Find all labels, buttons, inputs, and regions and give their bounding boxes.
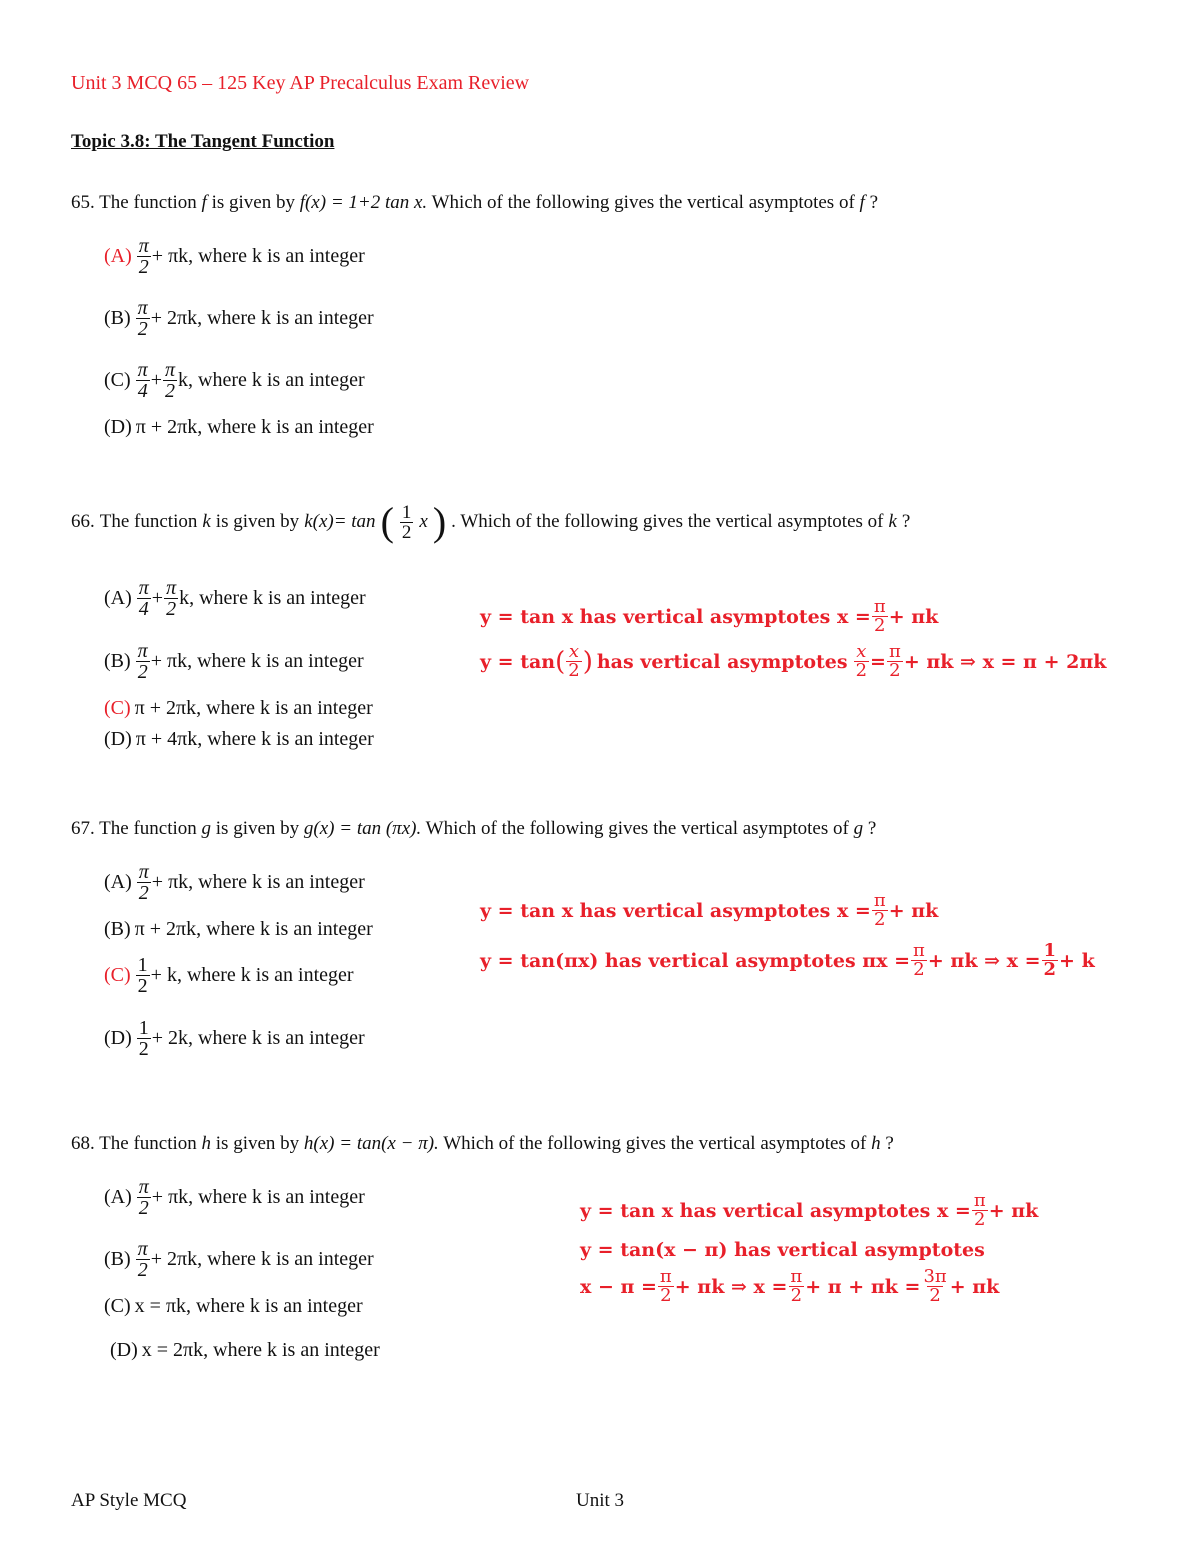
option-label: (B) (104, 918, 131, 940)
option-68b[interactable] (104, 1239, 374, 1280)
option-66a[interactable] (104, 578, 366, 619)
work-68-line3: x − π = $\frac{\pi}{2}$ + πk ⇒ x = $\frac{\pi}{2}$ + π + πk = $\frac{3\pi}{2}$ + πk (580, 1266, 1000, 1306)
function-name: h (871, 1133, 881, 1154)
prompt-end: Which of the following gives the vertical asymptotes of (431, 192, 855, 213)
option-65c[interactable] (104, 360, 365, 401)
function-name: f (201, 192, 207, 213)
function-name: g (201, 818, 212, 839)
fraction: $\frac{x}{2}$ (855, 641, 868, 681)
fraction: $\frac{\pi}{2}$ (137, 640, 148, 683)
page-header: Unit 3 MCQ 65 – 125 Key AP Precalculus Exam Review (71, 72, 530, 94)
prompt-tail: ? (869, 192, 878, 213)
prompt-mid: is given by (211, 192, 295, 213)
topic-title: Topic 3.8: The Tangent Function (71, 131, 335, 152)
prompt-mid: is given by (215, 818, 300, 839)
option-label: (B) (104, 307, 131, 329)
function-name: k (888, 511, 897, 532)
option-text: π + 2πk, where k is an integer (134, 697, 373, 719)
prompt-mid: is given by (215, 1133, 300, 1154)
option-66d[interactable] (104, 728, 374, 751)
option-label: (D) (104, 728, 132, 750)
prompt-tail: ? (885, 1133, 894, 1154)
fraction: $\frac{1}{2}$ (401, 501, 412, 543)
option-text: π + 2πk, where k is an integer (135, 416, 374, 438)
option-label: (C) (104, 697, 131, 719)
prompt-start: The function (99, 818, 197, 839)
fraction: $\frac{\pi}{2}$ (164, 359, 176, 402)
formula: h(x) = tan(x − π). (303, 1133, 439, 1154)
work-66-line2: y = tan ( $\frac{x}{2}$ ) has vertical asymptotes $\frac{x}{2}$ = $\frac{\pi}{2}$ + πk ⇒ x = π + 2πk (480, 641, 1107, 681)
prompt-end: Which of the following gives the vertical asymptotes of (425, 818, 849, 839)
plus-sign: + (150, 369, 162, 391)
fraction: $\frac{\pi}{2}$ (888, 641, 901, 681)
function-name: k (202, 511, 211, 532)
option-65d[interactable] (104, 416, 374, 439)
plus-sign: + (151, 587, 164, 609)
prompt-mid: is given by (215, 511, 300, 532)
option-66c[interactable] (104, 697, 373, 720)
fraction: $\frac{\pi}{2}$ (137, 1238, 148, 1281)
option-66b[interactable] (104, 641, 364, 682)
option-text: + 2k, where k is an integer (151, 1027, 365, 1049)
work-68-line1: y = tan x has vertical asymptotes x = $\frac{\pi}{2}$ + πk (580, 1190, 1039, 1230)
fraction: $\frac{\pi}{2}$ (873, 596, 886, 636)
option-text: x = πk, where k is an integer (134, 1295, 363, 1317)
option-65b[interactable] (104, 298, 374, 339)
question-number: 68. (71, 1133, 95, 1154)
fraction: $\frac{\pi}{2}$ (790, 1266, 803, 1306)
option-label: (D) (110, 1339, 138, 1361)
prompt-start: The function (99, 511, 198, 532)
option-label: (A) (104, 587, 132, 609)
formula: f(x) = 1+2 tan x. (299, 192, 428, 213)
option-text: + πk, where k is an integer (150, 650, 364, 672)
option-label: (A) (104, 871, 132, 893)
option-text: + k, where k is an integer (150, 964, 354, 986)
fraction: $\frac{\pi}{2}$ (659, 1266, 672, 1306)
option-text: π + 4πk, where k is an integer (135, 728, 374, 750)
option-67a[interactable] (104, 862, 365, 903)
question-number: 66. (71, 511, 95, 532)
option-text: + πk, where k is an integer (151, 245, 365, 267)
prompt-start: The function (99, 192, 197, 213)
option-67d[interactable] (104, 1018, 365, 1059)
fraction: $\frac{\pi}{4}$ (137, 359, 148, 402)
work-67-line2: y = tan(πx) has vertical asymptotes πx = $\frac{\pi}{2}$ + πk ⇒ x = $\frac{1}{2}$ + k (480, 940, 1095, 980)
prompt-tail: ? (867, 818, 877, 839)
option-text: x = 2πk, where k is an integer (141, 1339, 380, 1361)
fraction: $\frac{1}{2}$ (138, 1017, 149, 1060)
fraction: $\frac{\pi}{2}$ (913, 940, 925, 980)
prompt-end: Which of the following gives the vertical asymptotes of (443, 1133, 867, 1154)
option-text: + πk, where k is an integer (151, 871, 365, 893)
work-68-line2: y = tan(x − π) has vertical asymptotes (580, 1239, 985, 1261)
question-66-prompt: 66. The function k is given by k(x)= tan ( $\frac{1}{2}$ x ) . Which of the following gives the vertical asymptotes of k ? (71, 499, 911, 544)
function-name: h (201, 1133, 212, 1154)
option-text: π + 2πk, where k is an integer (134, 918, 373, 940)
fraction: $\frac{\pi}{4}$ (138, 577, 149, 620)
fraction: $\frac{\pi}{2}$ (973, 1190, 986, 1230)
work-67-line1: y = tan x has vertical asymptotes x = $\frac{\pi}{2}$ + πk (480, 890, 939, 930)
option-label: (A) (104, 245, 132, 267)
footer-center: Unit 3 (576, 1490, 625, 1511)
option-68a[interactable] (104, 1177, 365, 1218)
fraction: $\frac{3\pi}{2}$ (923, 1266, 947, 1306)
option-text: + 2πk, where k is an integer (150, 307, 374, 329)
fraction: $\frac{\pi}{2}$ (137, 297, 148, 340)
option-label: (B) (104, 1248, 131, 1270)
formula: g(x) = tan (πx). (303, 818, 422, 839)
formula: k(x)= tan (304, 511, 376, 532)
option-label: (D) (104, 416, 132, 438)
prompt-end: . Which of the following gives the vertical asymptotes of (451, 511, 884, 532)
question-number: 67. (71, 818, 95, 839)
function-name: f (859, 192, 865, 213)
question-65-prompt (71, 192, 878, 214)
prompt-tail: ? (901, 511, 911, 532)
option-text: k, where k is an integer (178, 369, 365, 391)
option-label: (C) (104, 964, 131, 986)
question-68-prompt (71, 1133, 894, 1155)
option-label: (A) (104, 1186, 132, 1208)
fraction: $\frac{\pi}{2}$ (138, 235, 149, 278)
option-text: + 2πk, where k is an integer (150, 1248, 374, 1270)
option-label: (B) (104, 650, 131, 672)
fraction: $\frac{\pi}{2}$ (166, 577, 177, 620)
option-68d[interactable] (110, 1339, 380, 1362)
option-text: + πk, where k is an integer (151, 1186, 365, 1208)
option-text: k, where k is an integer (179, 587, 366, 609)
question-number: 65. (71, 192, 95, 213)
variable-x: x (419, 511, 428, 532)
fraction: $\frac{\pi}{2}$ (138, 861, 149, 904)
fraction: $\frac{\pi}{2}$ (138, 1176, 149, 1219)
fraction: $\frac{1}{2}$ (1043, 940, 1057, 980)
option-label: (C) (104, 369, 131, 391)
option-68c[interactable] (104, 1295, 363, 1318)
option-label: (D) (104, 1027, 132, 1049)
function-name: g (853, 818, 864, 839)
fraction: $\frac{\pi}{2}$ (873, 890, 886, 930)
option-65a[interactable] (104, 236, 365, 277)
fraction: $\frac{1}{2}$ (137, 954, 148, 997)
option-67c[interactable] (104, 955, 354, 996)
question-67-prompt (71, 818, 876, 840)
prompt-start: The function (99, 1133, 197, 1154)
work-66-line1: y = tan x has vertical asymptotes x = $\frac{\pi}{2}$ + πk (480, 596, 939, 636)
option-67b[interactable] (104, 918, 373, 941)
option-label: (C) (104, 1295, 131, 1317)
footer-left: AP Style MCQ (71, 1490, 187, 1511)
fraction: $\frac{x}{2}$ (568, 641, 580, 681)
